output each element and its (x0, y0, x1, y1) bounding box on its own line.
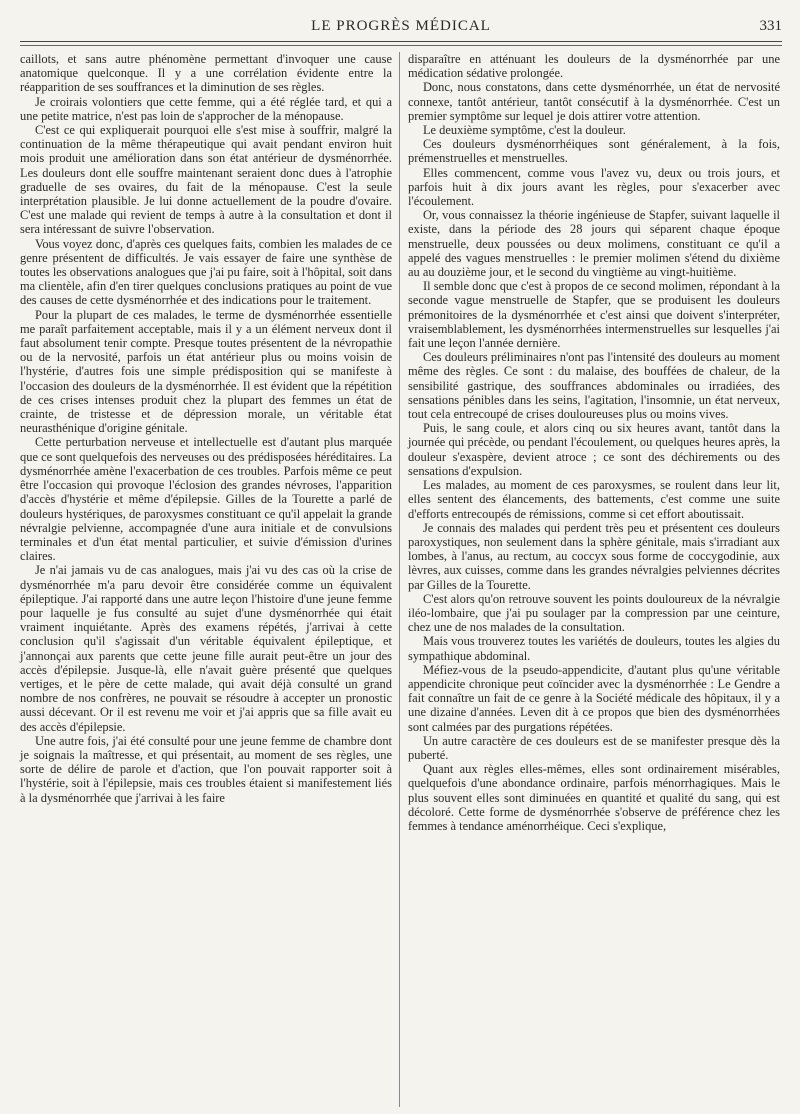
paragraph: Il semble donc que c'est à propos de ce second molimen, répondant à la seconde vague menstruelle de Stapfer, que se produisent les douleurs prémonitoires de la dysménorrhée et c'est ainsi que doivent s'interpréter, vraisemblablement, les dysménorrhées intermenstruelles sur lesquelles j'ai fait une leçon l'année dernière. (408, 279, 780, 351)
paragraph: Je croirais volontiers que cette femme, qui a été réglée tard, et qui a une petite matrice, n'est pas loin de s'approcher de la ménopause. (20, 94, 392, 123)
paragraph: Puis, le sang coule, et alors cinq ou six heures avant, tantôt dans la journée qui précède, ou pendant l'écoulement, ou quelques heures après, la douleur s'exaspère, devient atroce ; ce sont des déchirements ou des sensations d'expulsion. (408, 421, 780, 478)
paragraph: Ces douleurs dysménorrhéiques sont généralement, à la fois, prémenstruelles et menstruelles. (408, 137, 780, 166)
paragraph: Un autre caractère de ces douleurs est de se manifester presque dès la puberté. (408, 733, 780, 762)
paragraph: Je connais des malades qui perdent très peu et présentent ces douleurs paroxystiques, non seulement dans la sphère génitale, mais s'irradiant aux lombes, à l'anus, au rectum, au coccyx sous forme de coccygodinie, aux lèvres, aux cuisses, comme dans les grandes névralgies pelviennes décrites par Gilles de la Tourette. (408, 520, 780, 592)
paragraph: disparaître en atténuant les douleurs de la dysménorrhée par une médication sédative prolongée. (408, 52, 780, 81)
paragraph: Mais vous trouverez toutes les variétés de douleurs, toutes les algies du sympathique abdominal. (408, 634, 780, 663)
header-rule (20, 41, 782, 42)
paragraph: Quant aux règles elles-mêmes, elles sont ordinairement misérables, quelquefois d'une abondance ordinaire, parfois ménorrhagiques. Mais le plus souvent elles sont diminuées en quantité et qualité du sang, qui est décoloré. Cette forme de dysménorrhée s'observe de préférence chez les femmes à tendance aménorrhéique. Ceci s'explique, (408, 762, 780, 833)
paragraph: Pour la plupart de ces malades, le terme de dysménorrhée essentielle me paraît parfaitement acceptable, mais il y a un élément nerveux dont il faut absolument tenir compte. Presque toutes présentent de la névropathie ou de la nervosité, parfois un état antérieur plus ou moins voisin de l'hystérie, d'autres fois une simple prédisposition qui se manifeste à l'occasion des douleurs de la dysménorrhée. Il est évident que la répétition de ces crises intenses produit chez la plupart des femmes un état de crainte, de tristesse et de dépression morale, un véritable état neurasthénique d'origine génitale. (20, 307, 392, 436)
paragraph: Les malades, au moment de ces paroxysmes, se roulent dans leur lit, elles sentent des élancements, des battements, c'est comme une suite d'efforts entrecoupés de rémissions, comme si cet effort aboutissait. (408, 478, 780, 521)
page-number: 331 (759, 18, 782, 34)
header-rule-secondary (20, 45, 782, 46)
paragraph: Donc, nous constatons, dans cette dysménorrhée, un état de nervosité connexe, tantôt antérieur, tantôt consécutif à la dysménorrhée. C'est un premier symptôme sur lequel je dois attirer votre attention. (408, 80, 780, 123)
paragraph: Vous voyez donc, d'après ces quelques faits, combien les malades de ce genre présentent de difficultés. Je vais essayer de faire une synthèse de toutes les observations analogues que j'ai pu faire, soit à l'hôpital, soit dans ma clientèle, afin d'en tirer quelques conclusions pratiques au point de vue des causes de cette dysménorrhée et des indications pour le traitement. (20, 236, 393, 308)
paragraph: Or, vous connaissez la théorie ingénieuse de Stapfer, suivant laquelle il existe, dans la période des 28 jours qui séparent chaque époque menstruelle, deux poussées ou deux molimens, constituant ce qu'il a appelé des vagues menstruelles : le premier molimen s'étend du dixième au au douzième jour, et le second du vingtième au vingt-huitième. (408, 208, 780, 280)
running-header (20, 18, 782, 38)
paragraph: Cette perturbation nerveuse et intellectuelle est d'autant plus marquée que ce sont quelquefois des nerveuses ou des prédisposées héréditaires. La dysménorrhée amène l'exacerbation de ces troubles. Parfois même ce peut être l'occasion qui provoque l'éclosion des grandes névroses, l'apparition d'accès d'hystérie et même d'épilepsie. Gilles de la Tourette a parlé de douleurs hystériques, de paroxysmes constituant ce qu'il appelait la grande névralgie pelvienne, accompagnée d'une aura initiale et de convulsions terminales et d'un état mental particulier, et suivie d'émission d'urines claires. (20, 435, 392, 564)
journal-title: LE PROGRÈS MÉDICAL (311, 18, 491, 34)
paragraph: C'est alors qu'on retrouve souvent les points douloureux de la névralgie iléo-lombaire, que j'ai pu soulager par la compression par une ceinture, chez une de nos malades de la consultation. (408, 591, 780, 635)
paragraph: Méfiez-vous de la pseudo-appendicite, d'autant plus qu'une véritable appendicite chronique peut coïncider avec la dysménorrhée : Le Gendre a fait connaître un fait de ce genre à la Société médicale des hôpitaux, il y a une dizaine d'années. Leven dit à ce propos que bien des dysménorrhées sont calmées par des purgations répétées. (408, 662, 780, 734)
paragraph: C'est ce qui expliquerait pourquoi elle s'est mise à souffrir, malgré la continuation de la même thérapeutique qui avait pendant environ huit mois produit une amélioration dans son état antérieur de dysménorrhée. Les douleurs dont elle souffre maintenant seraient donc dues à l'atrophie graduelle de ses ovaires, du fait de la ménopause. C'est la seule interprétation plausible. Je lui donne actuellement de la poudre d'ovaire. C'est une malade qui revient de temps à autre à la consultation et dont il sera intéressant de suivre l'observation. (20, 123, 392, 237)
right-column (408, 52, 780, 833)
paragraph: caillots, et sans autre phénomène permettant d'invoquer une cause anatomique quelconque. Il y a une corrélation évidente entre la réapparition de ses souffrances et la diminution de ses règles. (20, 52, 392, 95)
paragraph: Je n'ai jamais vu de cas analogues, mais j'ai vu des cas où la crise de dysménorrhée m'a paru devoir être considérée comme un équivalent épileptique. J'ai rapporté dans une autre leçon l'histoire d'une jeune femme pour laquelle je fus consulté au sujet d'une dysménorrhée qui était vraiment inquiétante. Après des examens répétés, j'arrivai à cette conclusion qu'il s'agissait d'un véritable équivalent épileptique, et j'annonçai aux parents que cette jeune fille aurait peut-être un jour des accès d'épilepsie. Jusque-là, elle n'avait guère présenté que quelques vertiges, et le père de cette malade, qui avait déjà consulté un grand nombre de nos confrères, ne pouvait se résoudre à accepter un pronostic aussi décevant. Or il est revenu me voir et j'ai appris que sa fille avait eu des accès d'épilepsie. (20, 563, 392, 734)
column-divider (399, 52, 400, 1107)
paragraph: Le deuxième symptôme, c'est la douleur. (422, 123, 626, 138)
paragraph: Elles commencent, comme vous l'avez vu, deux ou trois jours, et parfois huit à dix jours avant les règles, pour s'exacerber avec l'écoulement. (408, 165, 780, 209)
left-column (20, 52, 392, 805)
paragraph: Une autre fois, j'ai été consulté pour une jeune femme de chambre dont je soignais la maîtresse, et qui présentait, au moment de ses règles, une sorte de délire de parole et d'action, que l'on pouvait rapporter soit à l'hystérie, soit à l'épilepsie, mais ces troubles étaient si manifestement liés à la dysménorrhée que j'arrivai à les faire (20, 733, 392, 805)
paragraph: Ces douleurs préliminaires n'ont pas l'intensité des douleurs au moment même des règles. Ce sont : du malaise, des bouffées de chaleur, de la sensibilité gastrique, des souffrances abdominales ou irradiées, des sensations pénibles dans les seins, l'agitation, l'insomnie, un état nerveux, tout cela entrecoupé de crises douloureuses plus ou moins vives. (408, 350, 780, 422)
